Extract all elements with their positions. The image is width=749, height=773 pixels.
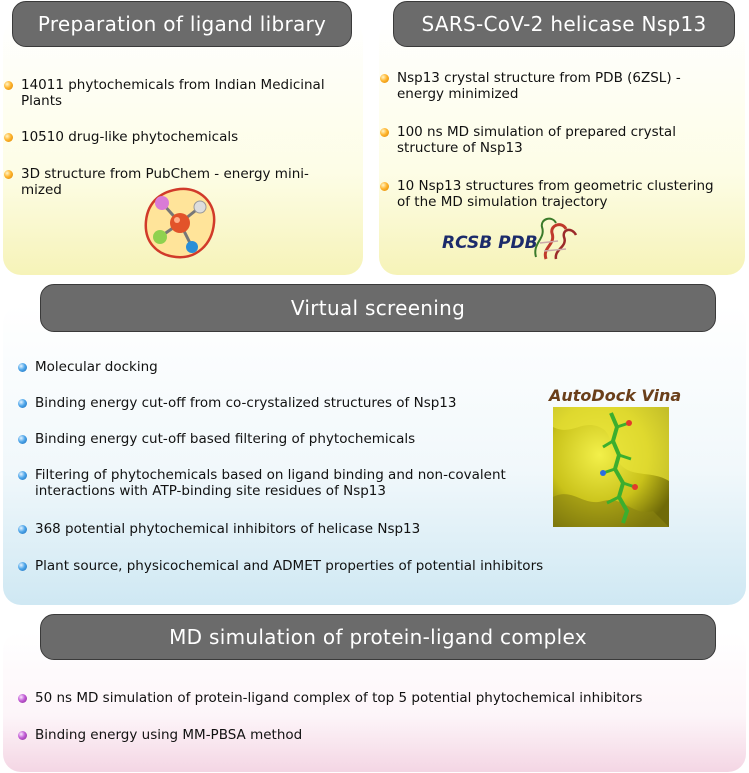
list-item: Nsp13 crystal structure from PDB (6ZSL) - energy minimized <box>380 70 710 102</box>
list-item: Molecular docking <box>18 359 518 375</box>
bullet-icon <box>380 128 389 137</box>
bullet-icon <box>18 694 27 703</box>
list-item: Binding energy cut-off from co-crystalized structures of Nsp13 <box>18 395 538 411</box>
virtual-screening-title: Virtual screening <box>40 284 716 332</box>
docking-image <box>553 407 669 527</box>
bullet-icon <box>4 133 13 142</box>
list-item: 10510 drug-like phytochemicals <box>4 129 334 145</box>
list-item: Filtering of phytochemicals based on ligand binding and non-covalent interactions with ATP-binding site residues of Nsp13 <box>18 467 538 499</box>
bullet-icon <box>18 471 27 480</box>
list-item: 50 ns MD simulation of protein-ligand complex of top 5 potential phytochemical inhibitors <box>18 690 718 706</box>
bullet-icon <box>4 170 13 179</box>
list-item: 368 potential phytochemical inhibitors of helicase Nsp13 <box>18 521 538 537</box>
list-item: 3D structure from PubChem - energy mini-mized <box>4 166 314 198</box>
list-item: 14011 phytochemicals from Indian Medicinal Plants <box>4 77 334 109</box>
bullet-icon <box>380 182 389 191</box>
ligand-library-title: Preparation of ligand library <box>12 1 352 47</box>
bullet-icon <box>18 731 27 740</box>
list-item: Binding energy cut-off based filtering of phytochemicals <box>18 431 538 447</box>
bullet-icon <box>18 562 27 571</box>
protein-structure-icon <box>528 213 584 265</box>
rcsb-pdb-logo: RCSB PDB <box>442 233 538 253</box>
list-item: 100 ns MD simulation of prepared crystal structure of Nsp13 <box>380 124 710 156</box>
md-simulation-title: MD simulation of protein-ligand complex <box>40 614 716 660</box>
bullet-icon <box>380 74 389 83</box>
bullet-icon <box>18 363 27 372</box>
bullet-icon <box>18 525 27 534</box>
autodock-vina-logo: AutoDock Vina <box>549 386 682 405</box>
helicase-title: SARS-CoV-2 helicase Nsp13 <box>393 1 735 47</box>
list-item: Plant source, physicochemical and ADMET properties of potential inhibitors <box>18 558 578 574</box>
molecule-icon <box>140 183 220 263</box>
bullet-icon <box>18 435 27 444</box>
list-item: Binding energy using MM-PBSA method <box>18 727 618 743</box>
bullet-icon <box>4 81 13 90</box>
bullet-icon <box>18 399 27 408</box>
list-item: 10 Nsp13 structures from geometric clustering of the MD simulation trajectory <box>380 178 720 210</box>
